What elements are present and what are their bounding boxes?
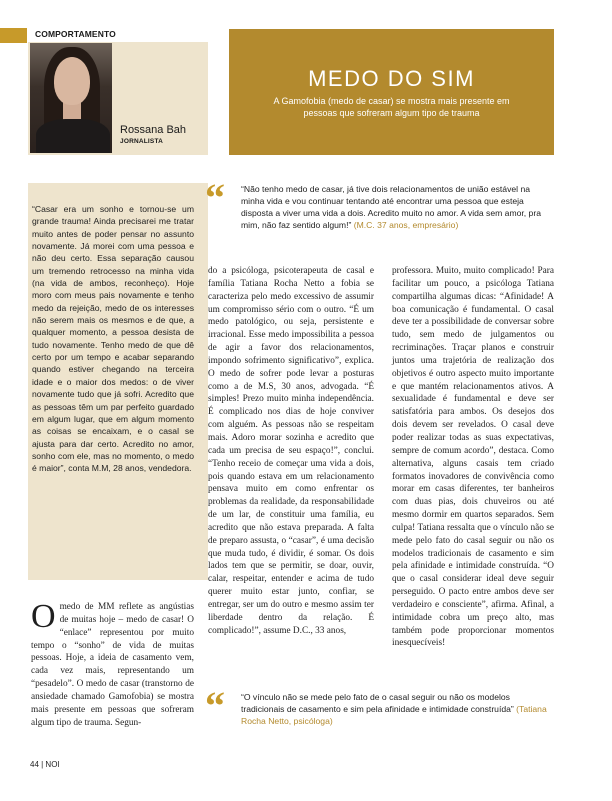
- photo-face: [54, 57, 90, 105]
- title-box: [229, 29, 554, 155]
- article-subtitle: A Gamofobia (medo de casar) se mostra mais presente em pessoas que sofreram algum tipo de trauma: [273, 96, 510, 118]
- pull-quote-2-text: “O vínculo não se mede pelo fato de o casal seguir ou não os modelos tradicionais de casamento e sim pela afinidade e intimidade construída”: [241, 692, 514, 714]
- page-footer: 44 | NOI: [30, 760, 60, 769]
- drop-cap: O: [31, 598, 56, 635]
- photo-body: [36, 119, 110, 153]
- section-label: COMPORTAMENTO: [35, 29, 116, 39]
- author-role: JORNALISTA: [120, 138, 164, 145]
- body-column-3: professora. Muito, muito complicado! Para facilitar um pouco, a psicóloga Tatiana compartilha algumas dicas: “Afinidade! A boa comunicação é fundamental. O casal deve ter a possibilidade de conversar sobre tudo, sem medo de julgamentos ou recriminações. Traçar planos e construir juntos uma trajetória de realização dos objetivos é outro aspecto muito importante e que mantém relacionamentos ativos. A sexualidade é fundamental e deve ser satisfatória para ambos. Os desejos dos dois devem ser revelados. O casal deve poder realizar todas as suas expectativas, sempre de comum acordo”, destaca. Como alternativa, alguns casais tem criado formatos inovadores de convivência como morar em casas diferentes, ter banheiros com duas pias, dois chuveiros ou até mesmo dormir em quartos separados. Sem culpa! Tatiana ressalta que o vínculo não se mede pelo fato do casal seguir ou não os modelos tradicionais de casamento e sim pela afinidade e intimidade construída. “O que o casal considerar ideal deve seguir perseguido. O pacto entre ambos deve ser verdadeiro e consciente”, afirma. Afinal, a intimidade cobra um preço alto, mas também pode proporcionar momentos inesquecíveis!: [392, 266, 554, 649]
- quote-mark-icon: “: [205, 175, 225, 220]
- body-column-1-text: medo de MM reflete as angústias de muitas hoje – medo de casar! O “enlace” representou por muito tempo o “sonho” de vida de muitas pessoas. Hoje, a ideia de casamento vem, cada vez mais, representando um “pesadelo”. O medo de casar (transtorno de ansiedade chamado Gamofobia) se mostra mais presente em pessoas que sofreram algum tipo de trauma. Segun-: [31, 602, 194, 728]
- author-name: Rossana Bah: [120, 124, 187, 136]
- quote-mark-icon: “: [205, 683, 225, 728]
- section-bar: [0, 28, 27, 43]
- pull-quote-1-attribution: (M.C. 37 anos, empresário): [353, 220, 459, 230]
- sidebar-quote-text: “Casar era um sonho e tornou-se um grande trauma! Ainda precisarei me tratar muito antes de poder pensar no assunto novamente. Já morei com uma pessoa e não deu certo. Essa separação causou um tremendo retrocesso na minha vida (na vida de ambos, reconheço). Hoje moro com meus pais novamente e tenho medo da rejeição, medo de os interesses não serem mais os mesmos e de que, a qualquer momento, a pessoa desista de tudo novamente. Tenho medo de que dê certo por um tempo e acabar separando quando estiver chegando na terceira idade e o maior dos medos: o de viver novamente tudo que já sofri. Acredito que as pessoas têm um par perfeito guardado em algum lugar, que em algum momento as coisas se encaixam, e o casal se ajusta para dar certo. Acredito no amor, sonho com ele, mas no momento, o medo é maior”, conta M.M, 28 anos, vendedora.: [32, 204, 194, 474]
- pull-quote-2: [241, 691, 551, 727]
- body-column-1: [31, 598, 194, 729]
- author-photo: [30, 43, 112, 153]
- body-column-2: do a psicóloga, psicoterapeuta de casal e família Tatiana Rocha Netto a fobia se caracteriza pelo medo excessivo de assumir um compromisso sério com o outro. “É um medo patológico, ou seja, persistente e irracional. Esse medo impossibilita a pessoa de agir a favor dos relacionamentos, impondo sofrimento significativo”, explica. O medo de sofrer pode levar a posturas como a de M.S, 30 anos, advogada. “É simples! Prezo muito minha independência. É complicado nos dias de hoje conviver com alguém. As pessoas não se respeitam mais. Adoro morar sozinha e acredito que cada um precisa de seu espaço!”, conclui. “Tenho receio de começar uma vida a dois, pois quando estava em um relacionamento pensava muito em como enfrentar os problemas da realidade, da responsabilidade de um lar, de constituir uma família, eu acredito que não estava preparada. A falta de preparo assusta, o “casar”, é uma decisão que muda tudo, é dividir, é somar. Os dois lados tem que se permitir, se doar, ouvir, calar, respeitar, entender e acima de tudo querer muito estar junto, confiar, se entregar, ser um do outro e mesmo assim ter liberdade dentro da relação. É complicado!”, assume D.C., 33 anos,: [208, 266, 374, 636]
- pull-quote-2-attribution: (Tatiana Rocha Netto, psicóloga): [241, 704, 547, 726]
- article-title: MEDO DO SIM: [308, 66, 475, 91]
- pull-quote-1-text: “Não tenho medo de casar, já tive dois relacionamentos de união estável na minha vida e vou continuar tentando até encontrar uma pessoa que esteja disposta a viver uma vida a dois. Acredito muito no amor. A vida sem amor, pra mim, não faz sentido algum!”: [241, 184, 541, 230]
- pull-quote-1: [241, 183, 551, 231]
